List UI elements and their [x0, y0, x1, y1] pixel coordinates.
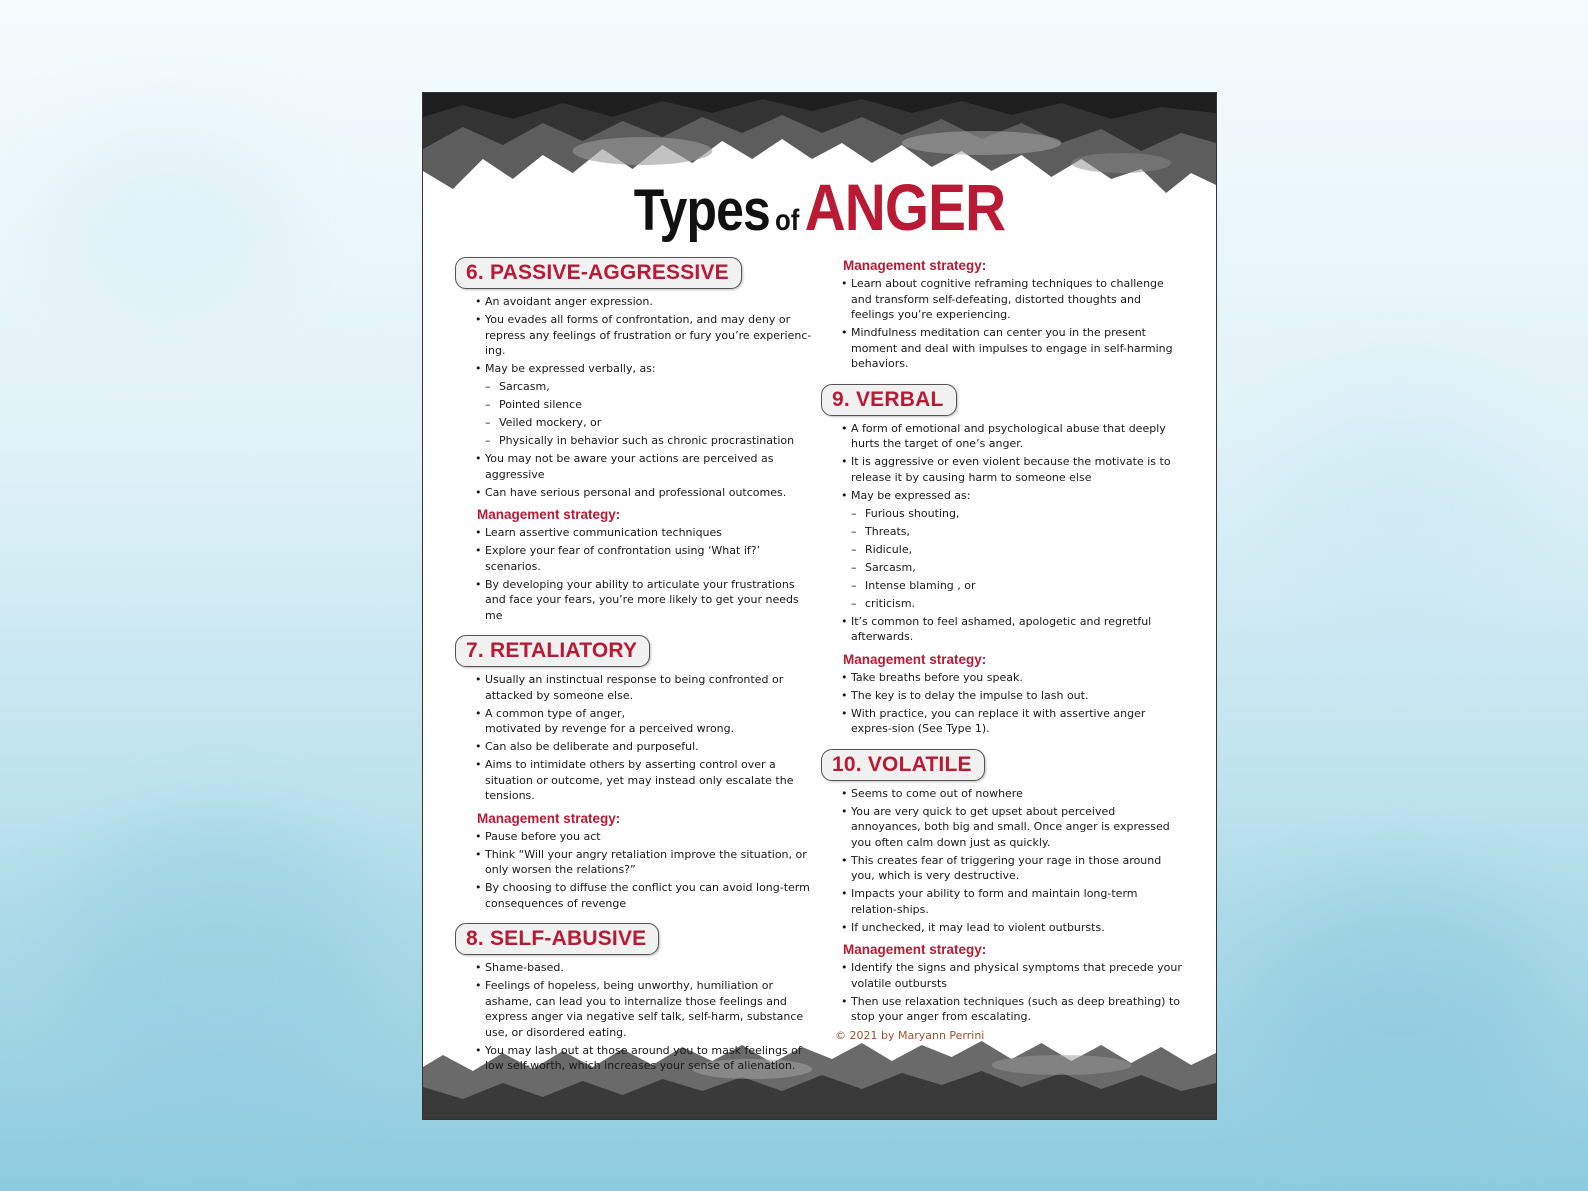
list-item: • Can have serious personal and professional outcomes.	[485, 485, 817, 501]
management-strategy-label: Management strategy:	[843, 258, 987, 273]
list-item: • Then use relaxation techniques (such as deep breathing) to stop your anger from escalating.	[851, 994, 1183, 1025]
list-item: • May be expressed verbally, as:	[485, 361, 817, 377]
list-item: • With practice, you can replace it with assertive anger expres-sion (See Type 1).	[851, 706, 1183, 737]
dash-item: – criticism.	[851, 596, 1183, 612]
list-item: • You may not be aware your actions are perceived as aggressive	[485, 451, 817, 482]
list-item: • This creates fear of triggering your rage in those around you, which is very destructive.	[851, 853, 1183, 884]
section-heading: 7. RETALIATORY	[455, 635, 650, 667]
list-item: • A form of emotional and psychological abuse that deeply hurts the target of one’s anger.	[851, 421, 1183, 452]
list-item: • You may lash out at those around you to mask feelings of low self-worth, which increases your sense of alienation.	[485, 1043, 817, 1074]
management-strategy-label: Management strategy:	[843, 651, 987, 667]
strategy-list	[455, 829, 817, 912]
bullet-list	[455, 672, 817, 804]
list-item-line: A common type of anger,	[485, 706, 626, 720]
section-passive-aggressive	[455, 255, 817, 623]
left-column	[455, 255, 817, 1084]
list-item: • It is aggressive or even violent because the motivate is to release it by causing harm to someone else	[851, 454, 1183, 485]
list-item: • Pause before you act	[485, 829, 817, 845]
title-types: Types	[633, 178, 770, 243]
list-item-line: motivated by revenge for a perceived wrong.	[485, 722, 735, 735]
dash-item: – Veiled mockery, or	[485, 415, 817, 431]
list-item: • It’s common to feel ashamed, apologetic and regretful afterwards.	[851, 614, 1183, 645]
section-heading: 9. VERBAL	[821, 384, 957, 416]
right-column	[821, 258, 1183, 1052]
strategy-list	[821, 670, 1183, 737]
bullet-list	[455, 294, 817, 500]
section-self-abusive	[455, 921, 817, 1074]
title-of: of	[775, 204, 800, 237]
list-item: • Learn assertive communication techniques	[485, 525, 817, 541]
copyright-notice: © 2021 by Maryann Perrini	[835, 1028, 985, 1042]
list-item: • Aims to intimidate others by asserting control over a situation or outcome, yet may instead only escalate the tensions.	[485, 757, 817, 804]
list-item: • Explore your fear of confrontation using ‘What if?’ scenarios.	[485, 543, 817, 574]
bullet-list	[821, 421, 1183, 645]
list-item: • Feelings of hopeless, being unworthy, humiliation or ashame, can lead you to internalize those feelings and express anger via negative self talk, self-harm, substance use, or disordered eating.	[485, 978, 817, 1040]
section-heading: 8. SELF-ABUSIVE	[455, 923, 659, 955]
list-item: • The key is to delay the impulse to lash out.	[851, 688, 1183, 704]
page-title	[479, 169, 1161, 245]
list-item: • Seems to come out of nowhere	[851, 786, 1183, 802]
section-retaliatory	[455, 633, 817, 911]
list-item: • You evades all forms of confrontation, and may deny or repress any feelings of frustration or fury you’re experienc-ing.	[485, 312, 817, 359]
bullet-list	[821, 786, 1183, 936]
dash-item: – Intense blaming , or	[851, 578, 1183, 594]
list-item: • Usually an instinctual response to being confronted or attacked by someone else.	[485, 672, 817, 703]
dash-item: – Pointed silence	[485, 397, 817, 413]
list-item: • Learn about cognitive reframing techniques to challenge and transform self-defeating, distorted thoughts and feelings you’re experiencing.	[851, 276, 1183, 323]
dash-item: – Ridicule,	[851, 542, 1183, 558]
list-item: • Think “Will your angry retaliation improve the situation, or only worsen the relations?”	[485, 847, 817, 878]
title-anger: ANGER	[804, 170, 1006, 244]
list-item: • If unchecked, it may lead to violent outbursts.	[851, 920, 1183, 936]
list-item	[485, 706, 817, 737]
management-strategy-label: Management strategy:	[477, 507, 621, 522]
section-verbal	[821, 382, 1183, 737]
background-wash	[40, 120, 300, 320]
list-item: • Can also be deliberate and purposeful.	[485, 739, 817, 755]
list-item: • An avoidant anger expression.	[485, 294, 817, 310]
dash-item: – Sarcasm,	[851, 560, 1183, 576]
management-strategy-label: Management strategy:	[477, 810, 621, 826]
dash-item: – Threats,	[851, 524, 1183, 540]
section-heading: 6. PASSIVE-AGGRESSIVE	[455, 257, 742, 289]
list-item: • Take breaths before you speak.	[851, 670, 1183, 686]
list-item: • By choosing to diffuse the conflict you can avoid long-term consequences of revenge	[485, 880, 817, 911]
background-wash	[1260, 380, 1540, 640]
dash-item: – Physically in behavior such as chronic procrastination	[485, 433, 817, 449]
list-item: • May be expressed as:	[851, 488, 1183, 504]
bullet-list	[455, 960, 817, 1074]
list-item: • Identify the signs and physical symptoms that precede your volatile outbursts	[851, 960, 1183, 991]
dash-item: – Sarcasm,	[485, 379, 817, 395]
list-item: • Impacts your ability to form and maintain long-term relation-ships.	[851, 886, 1183, 917]
section-self-abusive-strategy	[821, 258, 1183, 372]
section-heading: 10. VOLATILE	[821, 749, 985, 781]
list-item: • Shame-based.	[485, 960, 817, 976]
background-wash	[1250, 880, 1550, 1140]
background-wash	[60, 820, 380, 1120]
list-item: • Mindfulness meditation can center you in the present moment and deal with impulses to engage in self-harming behaviors.	[851, 325, 1183, 372]
poster-page	[422, 92, 1217, 1120]
dash-item: – Furious shouting,	[851, 506, 1183, 522]
list-item: • By developing your ability to articulate your frustrations and face your fears, you’re more likely to get your needs me	[485, 577, 817, 624]
section-volatile	[821, 747, 1183, 1042]
strategy-list	[821, 960, 1183, 1025]
strategy-list	[455, 525, 817, 623]
list-item: • You are very quick to get upset about perceived annoyances, both big and small. Once anger is expressed you often calm down just as quickly.	[851, 804, 1183, 851]
management-strategy-label: Management strategy:	[843, 942, 987, 957]
strategy-list	[821, 276, 1183, 372]
